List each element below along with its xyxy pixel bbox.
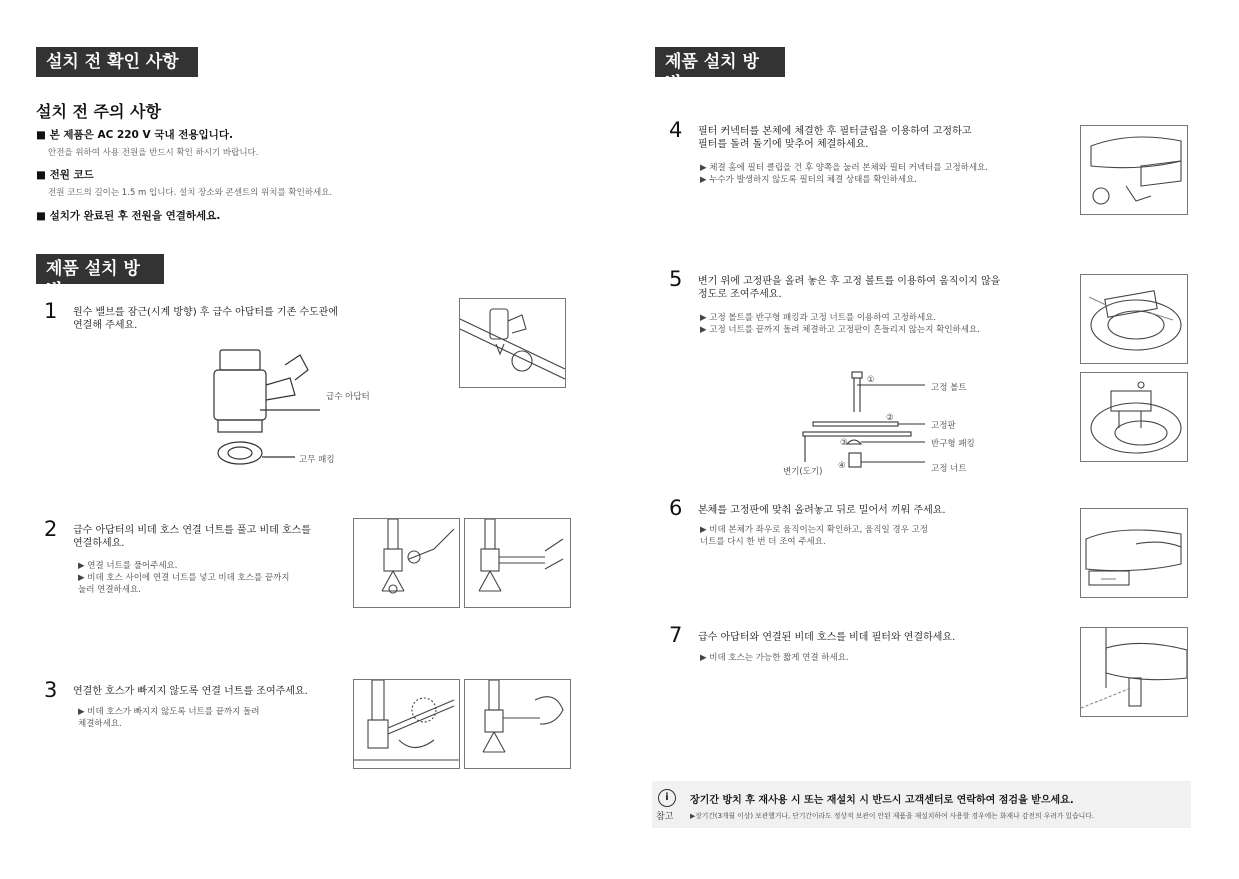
- step-7-title: [698, 631, 955, 644]
- step-1-title: [73, 306, 338, 332]
- tighten-nut-figure-icon: [354, 680, 459, 768]
- step-7-title-line: 급수 아답터와 연결된 비데 호스를 비데 필터와 연결하세요.: [698, 632, 956, 643]
- label-toilet: 변기(도기): [783, 467, 823, 477]
- step-5-desc-line: ▶ 고정 너트를 끝까지 돌려 체결하고 고정판이 흔들리지 않는지 확인하세요.: [700, 325, 980, 335]
- step-6-figure: [1080, 508, 1188, 598]
- step-number-7: 7: [669, 623, 683, 647]
- section-header-install-right: [655, 47, 785, 94]
- step-number-5: 5: [669, 267, 683, 291]
- step-3-title: [73, 685, 308, 698]
- bullet-cord-desc: 전원 코드의 길이는 1.5 m 입니다. 설치 장소와 콘센트의 위치를 확인하세요.: [48, 188, 333, 198]
- filter-connector-figure-icon: [1081, 126, 1187, 214]
- step-2-figure-b: [464, 518, 571, 608]
- step-4-title-line: 필터 커넥터를 본체에 체결한 후 필터클립을 이용하여 고정하고: [698, 126, 972, 137]
- bullet-power-title: ■ 본 제품은 AC 220 V 국내 전용입니다.: [36, 129, 233, 141]
- step-2-desc-line: 눌러 연결하세요.: [78, 585, 141, 595]
- step-6-desc-line: ▶ 비데 본체가 좌우로 움직이는지 확인하고, 움직일 경우 고정: [700, 525, 928, 535]
- step-number-1: 1: [44, 299, 58, 323]
- step-5-title-line: 변기 위에 고정판을 올려 놓은 후 고정 볼트를 이용하여 움직이지 않을: [698, 276, 1001, 287]
- step-2-title: [73, 524, 311, 550]
- label-fixing-bolt: 고정 볼트: [931, 383, 967, 393]
- step-4-desc-line: ▶ 체결 홈에 필터 클립을 건 후 양쪽을 눌러 본체와 필터 커넥터를 고정하세요.: [700, 163, 988, 173]
- step-4-figure: [1080, 125, 1188, 215]
- step-2-title-line: 연결하세요.: [73, 538, 125, 549]
- step-3-desc-line: 체결하세요.: [78, 719, 122, 729]
- label-supply-adapter: 급수 아답터: [326, 392, 370, 402]
- step-7-desc-line: ▶ 비데 호스는 가능한 짧게 연결 하세요.: [700, 653, 849, 663]
- adapter-drawing: [200, 340, 400, 470]
- section-header-text: 제품 설치 방법: [665, 52, 759, 94]
- step-3-title-line: 연결한 호스가 빠지지 않도록 연결 너트를 조여주세요.: [73, 686, 308, 697]
- section-header-text: 설치 전 확인 사항: [46, 52, 179, 72]
- step-5-figure-a: [1080, 274, 1188, 364]
- reference-note: [652, 781, 1191, 828]
- step-4-title-line: 필터를 돌려 돌기에 맞추어 체결하세요.: [698, 139, 869, 150]
- hose-nut-figure-icon: [354, 519, 459, 607]
- fixing-parts-diagram: [795, 370, 925, 480]
- step-number-4: 4: [669, 118, 683, 142]
- bullet-cord-title: ■ 전원 코드: [36, 169, 94, 181]
- bolt-fixing-figure-icon: [1081, 373, 1187, 461]
- step-5-figure-b: [1080, 372, 1188, 462]
- step-5-title: [698, 275, 1000, 301]
- step-1-figure: [459, 298, 566, 388]
- step-4-title: [698, 125, 971, 151]
- step-2-title-line: 급수 아답터의 비데 호스 연결 너트를 풀고 비데 호스를: [73, 525, 311, 536]
- caution-title: 설치 전 주의 사항: [36, 102, 161, 121]
- valve-figure-icon: [460, 299, 565, 387]
- label-fixing-nut: 고정 너트: [931, 464, 967, 474]
- step-4-desc-line: ▶ 누수가 발생하지 않도록 필터의 체결 상태를 확인하세요.: [700, 175, 918, 185]
- marker-3: ③: [840, 438, 848, 448]
- step-7-figure: [1080, 627, 1188, 717]
- marker-4: ④: [838, 461, 846, 471]
- tighten-hand-figure-icon: [465, 680, 570, 768]
- step-7-desc: [700, 652, 849, 664]
- step-3-desc: [78, 706, 259, 730]
- note-title: 장기간 방치 후 재사용 시 또는 재설치 시 반드시 고객센터로 연락하여 점검을 받으세요.: [690, 795, 1074, 806]
- hose-insert-figure-icon: [465, 519, 570, 607]
- step-4-desc: [700, 162, 988, 186]
- step-5-desc-line: ▶ 고정 볼트를 반구형 패킹과 고정 너트를 이용하여 고정하세요.: [700, 313, 937, 323]
- step-number-6: 6: [669, 496, 683, 520]
- step-5-title-line: 정도로 조여주세요.: [698, 289, 782, 300]
- step-6-desc: [700, 524, 928, 548]
- label-rubber-packing: 고무 패킹: [299, 455, 335, 465]
- step-6-title-line: 본체를 고정판에 맞춰 올려놓고 뒤로 밀어서 끼워 주세요.: [698, 505, 946, 516]
- label-dome-packing: 반구형 패킹: [931, 439, 975, 449]
- step-6-desc-line: 너트를 다시 한 번 더 조여 주세요.: [700, 537, 826, 547]
- step-number-3: 3: [44, 678, 58, 702]
- step-3-desc-line: ▶ 비데 호스가 빠지지 않도록 너트를 끝까지 돌려: [78, 707, 260, 717]
- fixing-parts-illustration: [795, 370, 925, 480]
- hose-filter-figure-icon: [1081, 628, 1187, 716]
- bullet-connect-title: ■ 설치가 완료된 후 전원을 연결하세요.: [36, 210, 221, 222]
- step-number-2: 2: [44, 517, 58, 541]
- bullet-power-desc: 안전을 위하여 사용 전원을 반드시 확인 하시기 바랍니다.: [48, 148, 259, 158]
- marker-2: ②: [886, 413, 894, 423]
- step-2-figure-a: [353, 518, 460, 608]
- step-3-figure-b: [464, 679, 571, 769]
- step-2-desc: [78, 560, 290, 596]
- adapter-illustration: [200, 340, 400, 470]
- step-2-desc-line: ▶ 비데 호스 사이에 연결 너트를 넣고 비데 호스를 끝까지: [78, 573, 290, 583]
- note-icon-label: 참고: [656, 812, 674, 822]
- step-2-desc-line: ▶ 연결 너트를 풀어주세요.: [78, 561, 178, 571]
- info-icon: i: [658, 789, 676, 807]
- step-1-title-line: 연결해 주세요.: [73, 320, 138, 331]
- step-6-title: [698, 504, 946, 517]
- section-header-install: [36, 254, 164, 301]
- step-1-title-line: 원수 밸브를 잠근(시계 방향) 후 급수 아답터를 기존 수도관에: [73, 307, 339, 318]
- note-desc: ▶장기간(3개월 이상) 보관했거나, 단기간이라도 정상적 보관이 안된 제품을 재설치하여 사용할 경우에는 화재나 감전의 우려가 있습니다.: [690, 812, 1094, 820]
- section-header-text: 제품 설치 방법: [46, 259, 140, 301]
- step-3-figure-a: [353, 679, 460, 769]
- plate-on-toilet-figure-icon: [1081, 275, 1187, 363]
- mount-body-figure-icon: [1081, 509, 1187, 597]
- section-header-pre-install: [36, 47, 198, 77]
- step-5-desc: [700, 312, 980, 336]
- marker-1: ①: [867, 375, 875, 385]
- label-fixing-plate: 고정판: [931, 421, 956, 431]
